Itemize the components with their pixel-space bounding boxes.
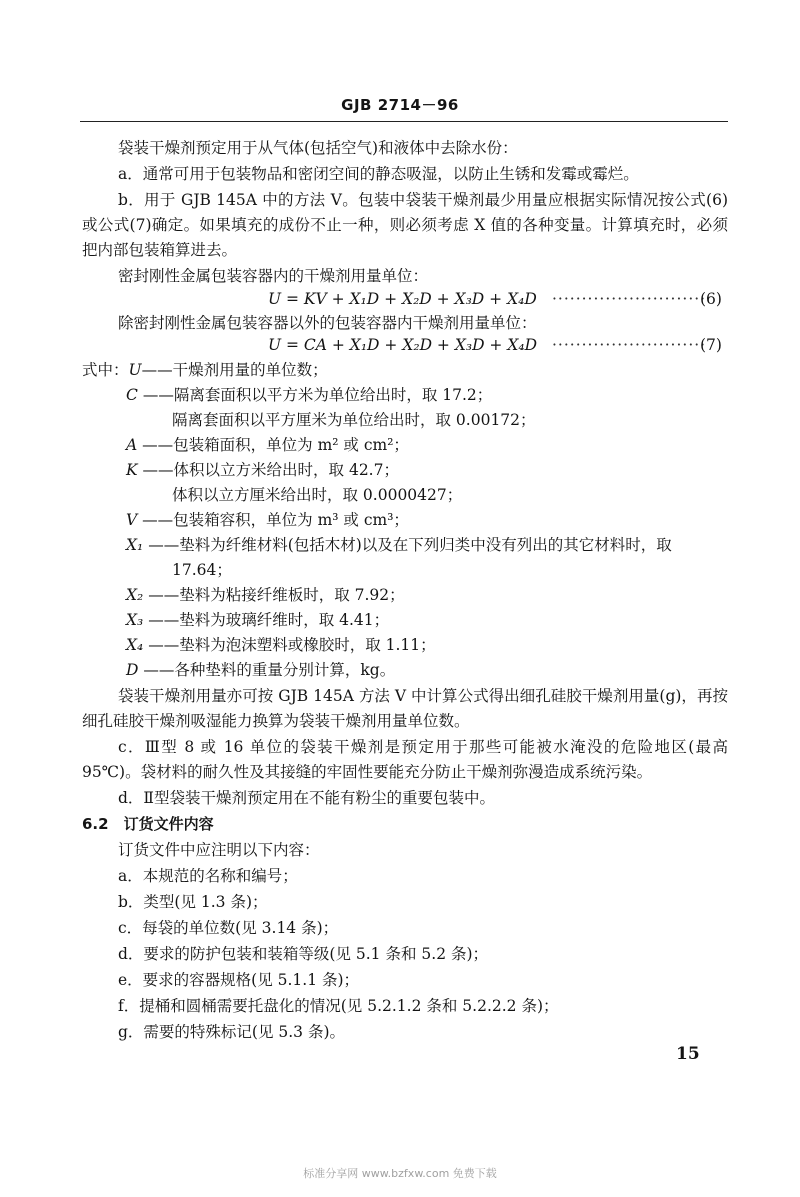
definition-symbol: A xyxy=(126,436,138,454)
definition-text: 垫料为粘接纤维板时，取 7.92； xyxy=(179,586,405,604)
definition-text: 垫料为纤维材料(包括木材)以及在下列归类中没有列出的其它材料时，取 xyxy=(179,536,672,554)
paragraph-purpose: 袋装干燥剂预定用于从气体(包括空气)和液体中去除水份： xyxy=(118,139,518,157)
paragraph-item-d: d．Ⅱ型袋装干燥剂预定用在不能有粉尘的重要包装中。 xyxy=(118,789,495,807)
definition-intro: 式中： xyxy=(82,361,129,379)
definition-A xyxy=(126,435,409,455)
page-number: 15 xyxy=(676,1044,700,1064)
definition-symbol: X₄ xyxy=(126,636,144,654)
definition-dash: —— xyxy=(142,511,174,529)
list-item: d．要求的防护包装和装箱等级(见 5.1 条和 5.2 条)； xyxy=(118,945,489,963)
definition-dash: —— xyxy=(148,611,180,629)
definition-X1-value: 17.64； xyxy=(172,561,232,579)
definition-symbol: U xyxy=(128,361,142,379)
paragraph-alt-calc-line1: 袋装干燥剂用量亦可按 GJB 145A 方法 V 中计算公式得出细孔硅胶干燥剂用量(g)，再按 xyxy=(118,687,728,705)
definition-symbol: X₃ xyxy=(126,611,144,629)
definition-U xyxy=(82,360,328,380)
definition-text: 垫料为泡沫塑料或橡胶时，取 1.11； xyxy=(179,636,436,654)
definition-dash: —— xyxy=(143,661,175,679)
definition-dash: —— xyxy=(142,386,174,404)
definition-dash: —— xyxy=(142,461,174,479)
definition-dash: —— xyxy=(148,536,180,554)
definition-C xyxy=(126,385,492,405)
watermark-text: 标准分享网 www.bzfxw.com 免费下载 xyxy=(303,1167,497,1180)
definition-text: 体积以立方米给出时，取 42.7； xyxy=(173,461,399,479)
definition-symbol: X₁ xyxy=(126,536,144,554)
equation-7-formula: U = CA + X₁D + X₂D + X₃D + X₄D xyxy=(268,336,538,354)
definition-text: 垫料为玻璃纤维时，取 4.41； xyxy=(179,611,390,629)
definition-symbol: C xyxy=(126,386,138,404)
paragraph-item-c-line1: c．Ⅲ型 8 或 16 单位的袋装干燥剂是预定用于那些可能被水淹没的危险地区(最高 xyxy=(118,738,728,756)
list-item: f．提桶和圆桶需要托盘化的情况(见 5.2.1.2 条和 5.2.2.2 条)； xyxy=(118,997,559,1015)
document-header: GJB 2714－96 xyxy=(341,96,459,114)
definition-dash: —— xyxy=(148,586,180,604)
equation-7-leader: ·························· xyxy=(552,336,707,354)
definition-symbol: X₂ xyxy=(126,586,144,604)
definition-C-alt: 隔离套面积以平方厘米为单位给出时，取 0.00172； xyxy=(172,411,536,429)
definition-K-alt: 体积以立方厘米给出时，取 0.0000427； xyxy=(172,486,463,504)
definition-text: 隔离套面积以平方米为单位给出时，取 17.2； xyxy=(173,386,493,404)
equation-6-number: (6) xyxy=(700,290,722,308)
definition-text: 干燥剂用量的单位数； xyxy=(172,361,328,379)
definition-X3 xyxy=(126,610,389,630)
equation-6-leader: ·························· xyxy=(552,290,707,308)
list-item: c．每袋的单位数(见 3.14 条)； xyxy=(118,919,339,937)
equation-7-number: (7) xyxy=(700,336,722,354)
paragraph-metal-container: 密封刚性金属包装容器内的干燥剂用量单位： xyxy=(118,267,429,285)
definition-dash: —— xyxy=(142,436,174,454)
definition-dash: —— xyxy=(141,361,173,379)
list-item: e．要求的容器规格(见 5.1.1 条)； xyxy=(118,971,360,989)
definition-text: 包装箱容积，单位为 m³ 或 cm³； xyxy=(173,511,409,529)
equation-6-formula: U = KV + X₁D + X₂D + X₃D + X₄D xyxy=(268,290,537,308)
paragraph-item-b-line1: b．用于 GJB 145A 中的方法 V。包装中袋装干燥剂最少用量应根据实际情况按公式(6) xyxy=(118,191,728,209)
list-item: b．类型(见 1.3 条)； xyxy=(118,893,268,911)
header-rule xyxy=(80,121,728,122)
section-intro: 订货文件中应注明以下内容： xyxy=(118,841,320,859)
section-heading: 6.2 订货文件内容 xyxy=(82,815,214,833)
definition-dash: —— xyxy=(148,636,180,654)
definition-D xyxy=(126,660,395,680)
definition-symbol: D xyxy=(126,661,139,679)
definition-X1 xyxy=(126,535,672,555)
definition-text: 各种垫料的重量分别计算，kg。 xyxy=(174,661,396,679)
paragraph-item-b-line2: 或公式(7)确定。如果填充的成份不止一种，则必须考虑 X 值的各种变量。计算填充时，必须 xyxy=(82,216,728,234)
paragraph-item-c-line2: 95℃)。袋材料的耐久性及其接缝的牢固性要能充分防止干燥剂弥漫造成系统污染。 xyxy=(82,763,653,781)
paragraph-alt-calc-line2: 细孔硅胶干燥剂吸湿能力换算为袋装干燥剂用量单位数。 xyxy=(82,712,470,730)
definition-text: 包装箱面积，单位为 m² 或 cm²； xyxy=(173,436,409,454)
paragraph-item-b-line3: 把内部包装箱算进去。 xyxy=(82,241,238,259)
definition-symbol: V xyxy=(126,511,138,529)
paragraph-item-a: a．通常可用于包装物品和密闭空间的静态吸湿，以防止生锈和发霉或霉烂。 xyxy=(118,165,639,183)
paragraph-other-container: 除密封刚性金属包装容器以外的包装容器内干燥剂用量单位： xyxy=(118,314,537,332)
definition-X4 xyxy=(126,635,436,655)
definition-symbol: K xyxy=(126,461,138,479)
list-item: g．需要的特殊标记(见 5.3 条)。 xyxy=(118,1023,346,1041)
definition-K xyxy=(126,460,399,480)
definition-X2 xyxy=(126,585,405,605)
definition-V xyxy=(126,510,409,530)
list-item: a．本规范的名称和编号； xyxy=(118,867,298,885)
